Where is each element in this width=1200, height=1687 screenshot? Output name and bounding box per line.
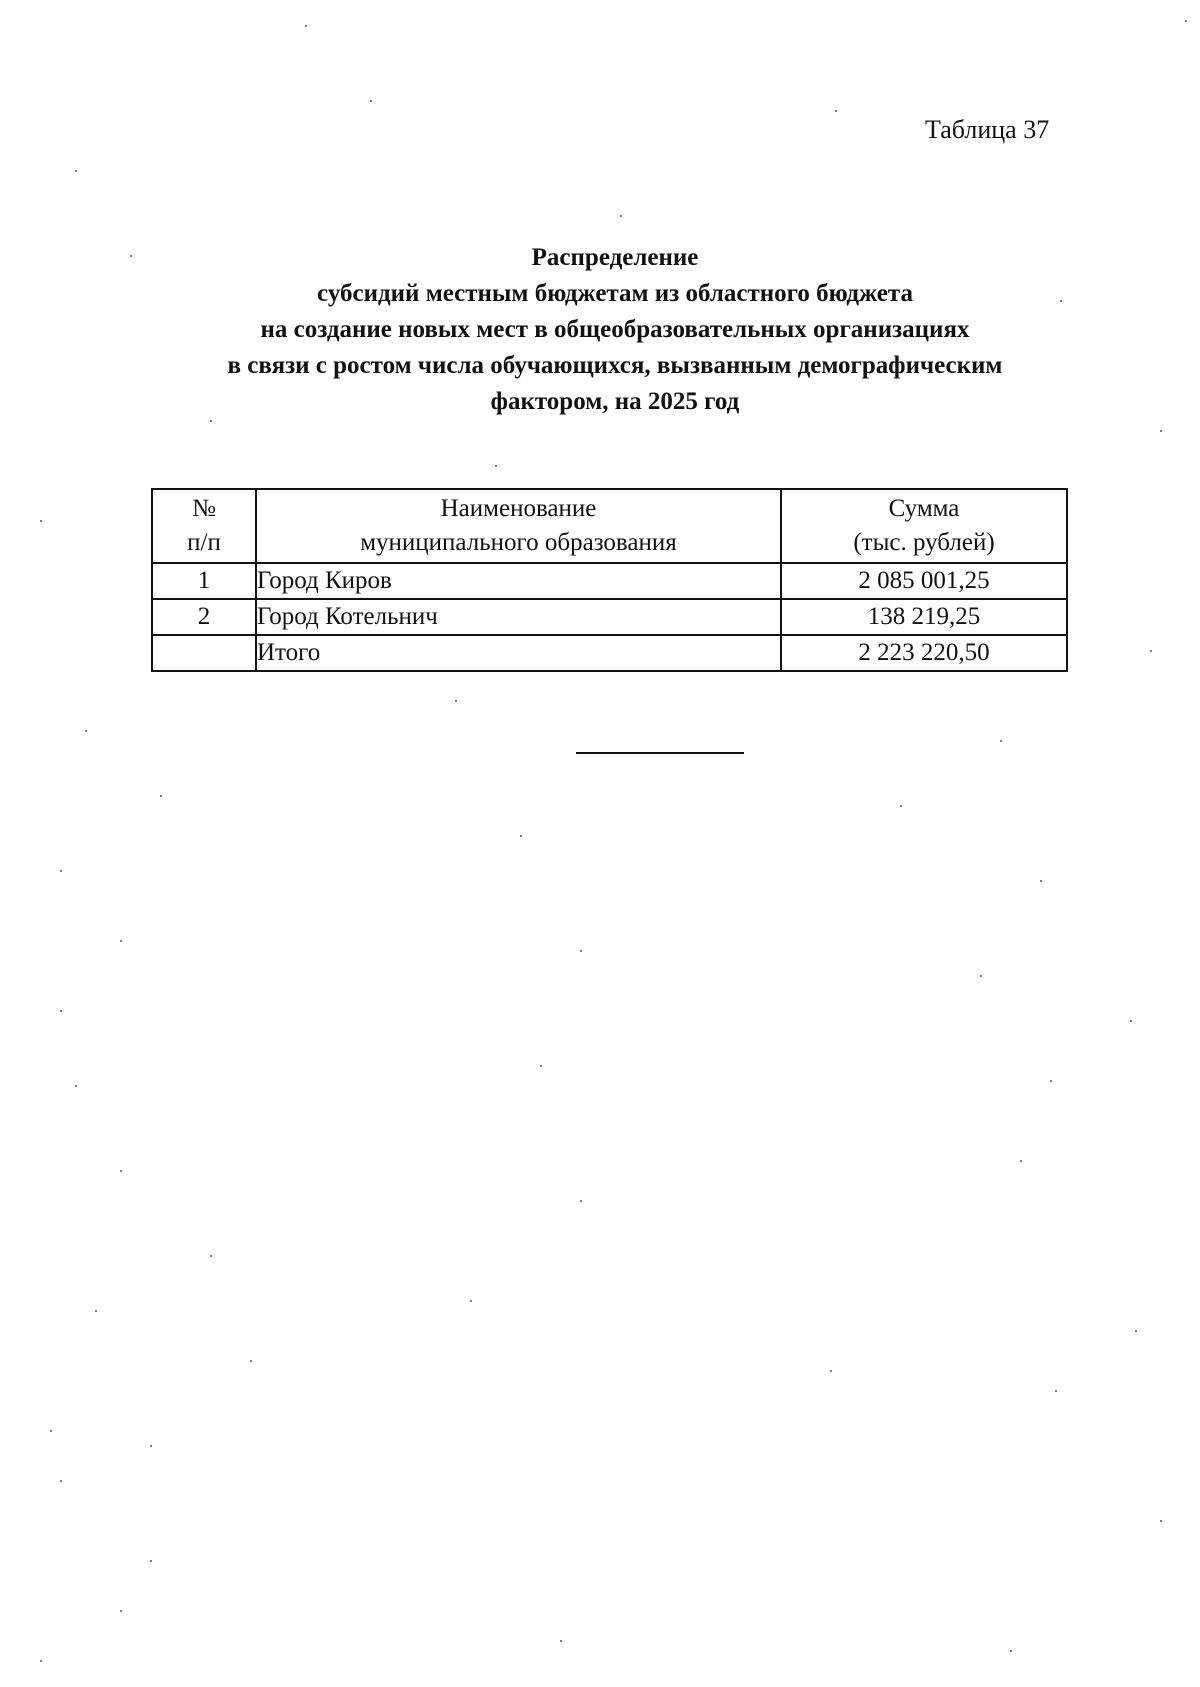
scan-speck (40, 520, 42, 522)
document-title (0, 240, 1200, 420)
scan-speck (495, 465, 497, 467)
scan-speck (1040, 880, 1042, 882)
scan-speck (150, 1445, 152, 1447)
scan-speck (40, 1660, 42, 1662)
scan-speck (130, 255, 132, 257)
row-municipality: Город Котельнич (256, 599, 781, 635)
scan-speck (1000, 740, 1002, 742)
closing-rule (576, 752, 744, 754)
header-number (152, 489, 256, 563)
scan-speck (120, 940, 122, 942)
scan-speck (830, 1370, 832, 1372)
scan-speck (75, 170, 77, 172)
header-municipality (256, 489, 781, 563)
scan-speck (980, 975, 982, 977)
title-line-4: в связи с ростом числа обучающихся, вызванным демографическим (227, 352, 1003, 379)
scan-speck (1050, 1080, 1052, 1082)
table-total-row (152, 635, 1067, 671)
header-municipality-line-2: муниципального образования (360, 529, 677, 556)
scan-speck (150, 1560, 152, 1562)
scan-speck (370, 100, 372, 102)
row-number: 1 (152, 563, 256, 599)
scan-speck (900, 805, 902, 807)
scan-speck (1010, 1650, 1012, 1652)
title-line-3: на создание новых мест в общеобразовательных организациях (260, 316, 970, 343)
scan-speck (1135, 1330, 1137, 1332)
scan-speck (1160, 1520, 1162, 1522)
row-number (152, 635, 256, 671)
table-row (152, 599, 1067, 635)
scan-speck (305, 25, 307, 27)
scan-speck (560, 1640, 562, 1642)
scan-speck (835, 110, 837, 112)
scan-speck (250, 1360, 252, 1362)
table-header-row (152, 489, 1067, 563)
table-row (152, 563, 1067, 599)
scan-speck (580, 1200, 582, 1202)
row-number: 2 (152, 599, 256, 635)
scan-speck (540, 1065, 542, 1067)
title-line-2: субсидий местным бюджетам из областного бюджета (317, 280, 913, 307)
header-number-line-2: п/п (187, 529, 221, 556)
scan-speck (1130, 1020, 1132, 1022)
row-municipality: Город Киров (256, 563, 781, 599)
scan-speck (580, 950, 582, 952)
row-sum: 2 223 220,50 (781, 635, 1067, 671)
scan-speck (1055, 1390, 1057, 1392)
scan-speck (60, 1010, 62, 1012)
row-sum: 138 219,25 (781, 599, 1067, 635)
scan-speck (1160, 430, 1162, 432)
scan-speck (60, 1480, 62, 1482)
header-number-line-1: № (192, 495, 216, 522)
title-line-1: Распределение (531, 244, 699, 271)
title-line-5: фактором, на 2025 год (490, 388, 740, 415)
scan-speck (95, 1310, 97, 1312)
header-municipality-line-1: Наименование (440, 495, 597, 522)
header-sum (781, 489, 1067, 563)
scan-speck (75, 1085, 77, 1087)
scan-speck (120, 1170, 122, 1172)
row-municipality: Итого (256, 635, 781, 671)
scan-speck (1060, 300, 1062, 302)
header-sum-line-1: Сумма (888, 495, 960, 522)
scan-speck (210, 420, 212, 422)
scan-speck (1020, 1160, 1022, 1162)
header-sum-line-2: (тыс. рублей) (853, 529, 995, 556)
row-sum: 2 085 001,25 (781, 563, 1067, 599)
scan-speck (470, 1300, 472, 1302)
scan-speck (50, 1430, 52, 1432)
table-number-label: Таблица 37 (925, 115, 1050, 144)
scan-speck (210, 1255, 212, 1257)
scan-speck (520, 835, 522, 837)
subsidy-distribution-table (151, 488, 1068, 672)
scan-speck (455, 700, 457, 702)
scan-speck (160, 795, 162, 797)
scan-speck (1150, 650, 1152, 652)
scan-speck (1185, 20, 1187, 22)
scan-speck (620, 215, 622, 217)
scan-speck (85, 730, 87, 732)
scan-speck (60, 870, 62, 872)
scan-speck (120, 1610, 122, 1612)
